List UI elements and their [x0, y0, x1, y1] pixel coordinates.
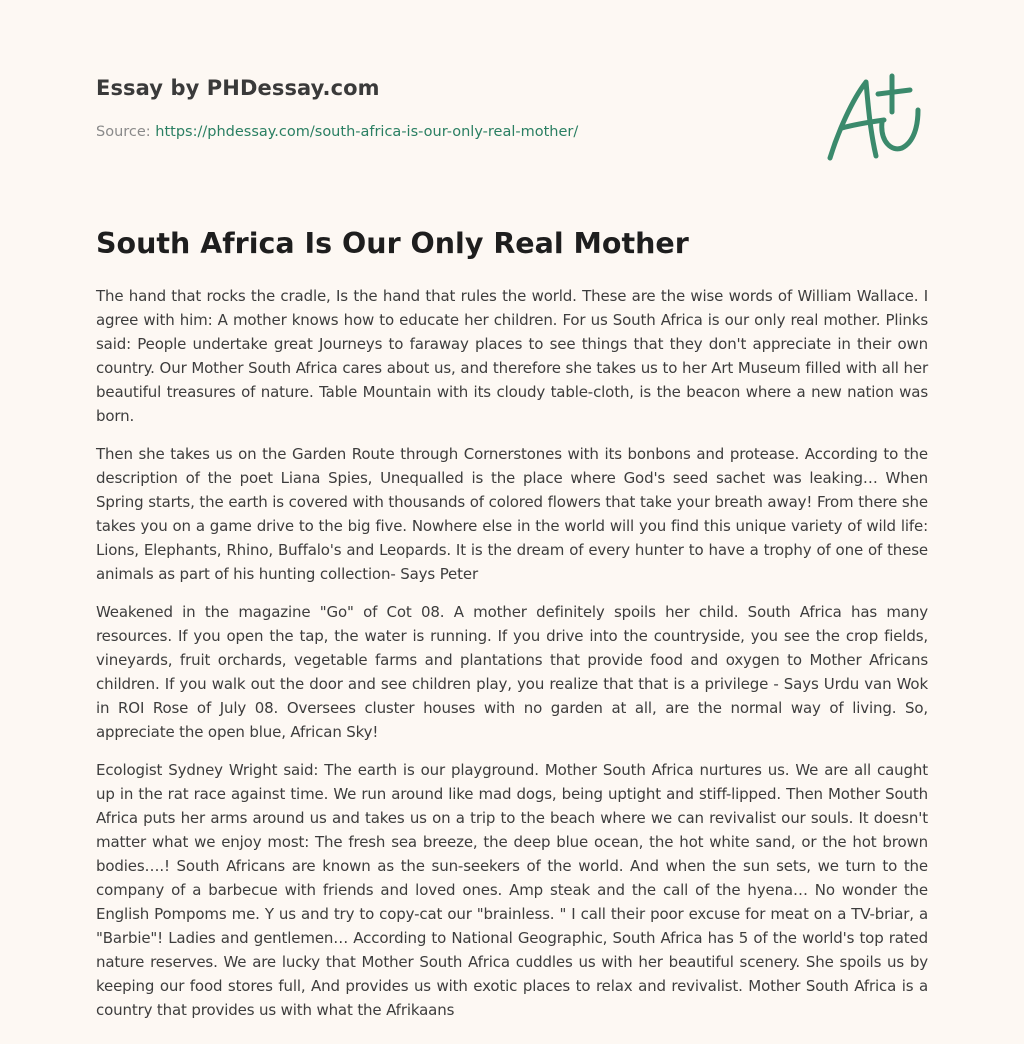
source-line — [96, 124, 578, 140]
essay-body — [96, 284, 928, 1036]
essay-paragraph: The hand that rocks the cradle, Is the hand that rules the world. These are the wise words of William Wallace. I agree with him: A mother knows how to educate her children. For us South Africa is our only real mother. Plinks said: People undertake great Journeys to faraway places to see things that they don't appreciate in their own country. Our Mother South Africa cares about us, and therefore she takes us to her Art Museum filled with all her beautiful treasures of nature. Table Mountain with its cloudy table-cloth, is the beacon where a new nation was born. — [96, 287, 928, 425]
a-plus-grade-icon — [822, 70, 926, 164]
source-label: Source: — [96, 124, 156, 140]
essay-title: South Africa Is Our Only Real Mother — [96, 227, 689, 260]
essay-paragraph: Ecologist Sydney Wright said: The earth is our playground. Mother South Africa nurtures us. We are all caught up in the rat race against time. We run around like mad dogs, being uptight and stiff-lipped. Then Mother South Africa puts her arms around us and takes us on a trip to the beach where we can revivalist our souls. It doesn't matter what we enjoy most: The fresh sea breeze, the deep blue ocean, the hot white sand, or the hot brown bodies….! South Africans are known as the sun-seekers of the world. And when the sun sets, we turn to the company of a barbecue with friends and loved ones. Amp steak and the call of the hyena… No wonder the English Pompoms me. Y us and try to copy-cat our "brainless. " I call their poor excuse for meat on a TV-briar, a "Barbie"! Ladies and gentlemen… According to National Geographic, South Africa has 5 of the world's top rated nature reserves. We are lucky that Mother South Africa cuddles us with her beautiful scenery. She spoils us by keeping our food stores full, And provides us with exotic places to relax and revivalist. Mother South Africa is a country that provides us with what the Afrikaans — [96, 761, 928, 1019]
site-brand: Essay by PHDessay.com — [96, 76, 380, 100]
essay-paragraph: Then she takes us on the Garden Route through Cornerstones with its bonbons and protease. According to the description of the poet Liana Spies, Unequalled is the place where God's seed sachet was leaking… When Spring starts, the earth is covered with thousands of colored flowers that take your breath away! From there she takes you on a game drive to the big five. Nowhere else in the world will you find this unique variety of wild life: Lions, Elephants, Rhino, Buffalo's and Leopards. It is the dream of every hunter to have a trophy of one of these animals as part of his hunting collection- Says Peter — [96, 445, 928, 583]
source-link[interactable]: https://phdessay.com/south-africa-is-our-only-real-mother/ — [155, 124, 579, 140]
essay-paragraph: Weakened in the magazine "Go" of Cot 08. A mother definitely spoils her child. South Africa has many resources. If you open the tap, the water is running. If you drive into the countryside, you see the crop fields, vineyards, fruit orchards, vegetable farms and plantations that provide food and oxygen to Mother Africans children. If you walk out the door and see children play, you realize that that is a privilege - Says Urdu van Wok in ROI Rose of July 08. Oversees cluster houses with no garden at all, are the normal way of living. So, appreciate the open blue, African Sky! — [96, 603, 928, 741]
